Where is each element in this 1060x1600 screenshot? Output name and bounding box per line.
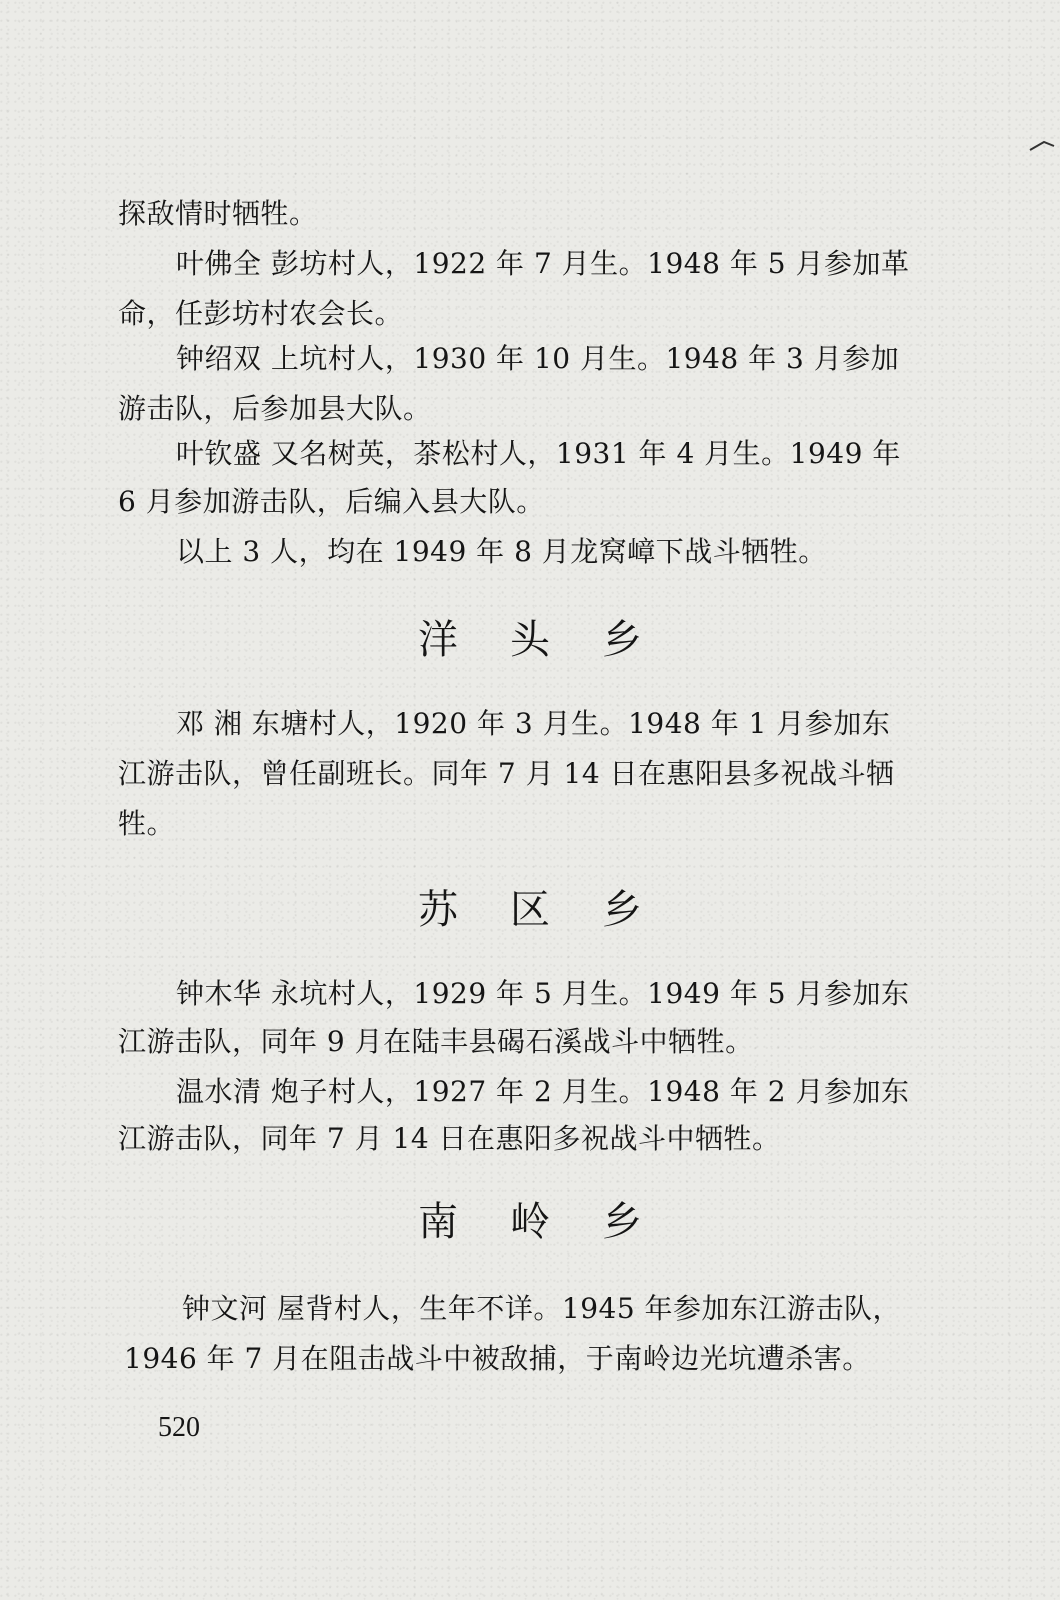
text-line: 钟绍双 上坑村人，1930 年 10 月生。1948 年 3 月参加 — [176, 342, 900, 375]
text-line: 叶佛全 彭坊村人，1922 年 7 月生。1948 年 5 月参加革 — [176, 247, 910, 280]
text-line: 江游击队，曾任副班长。同年 7 月 14 日在惠阳县多祝战斗牺 — [118, 757, 895, 790]
text-line: 牲。 — [118, 807, 176, 840]
text-line: 钟文河 屋背村人，生年不详。1945 年参加东江游击队， — [182, 1292, 902, 1325]
text-line: 邓 湘 东塘村人，1920 年 3 月生。1948 年 1 月参加东 — [176, 707, 891, 740]
text-line: 江游击队，同年 7 月 14 日在惠阳多祝战斗中牺牲。 — [118, 1122, 781, 1155]
text-line: 江游击队，同年 9 月在陆丰县碣石溪战斗中牺牲。 — [118, 1025, 754, 1058]
section-title: 苏区乡 — [418, 887, 694, 933]
scan-edge-mark — [1026, 120, 1056, 160]
text-line: 温水清 炮子村人，1927 年 2 月生。1948 年 2 月参加东 — [176, 1075, 910, 1108]
text-line: 命，任彭坊村农会长。 — [118, 297, 404, 330]
text-line: 以上 3 人，均在 1949 年 8 月龙窝嶂下战斗牺牲。 — [176, 535, 827, 568]
text-line: 钟木华 永坑村人，1929 年 5 月生。1949 年 5 月参加东 — [176, 977, 910, 1010]
section-title: 南岭乡 — [418, 1199, 694, 1245]
text-line: 游击队，后参加县大队。 — [118, 392, 432, 425]
page-number: 520 — [158, 1412, 200, 1443]
text-line: 叶钦盛 又名树英，茶松村人，1931 年 4 月生。1949 年 — [176, 437, 901, 470]
text-line: 探敌情时牺牲。 — [118, 197, 318, 230]
text-line: 1946 年 7 月在阻击战斗中被敌捕，于南岭边光坑遭杀害。 — [124, 1342, 871, 1375]
text-line: 6 月参加游击队，后编入县大队。 — [118, 485, 545, 518]
section-title: 洋头乡 — [418, 617, 694, 663]
